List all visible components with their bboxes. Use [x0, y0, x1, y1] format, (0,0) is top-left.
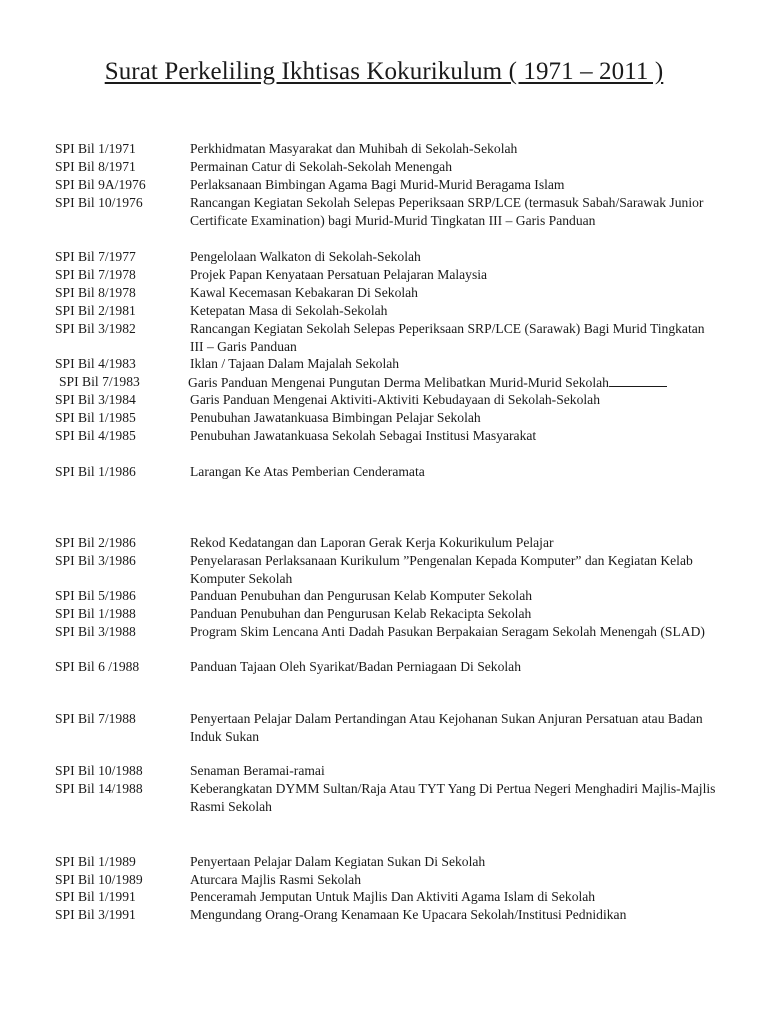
circular-code: SPI Bil 1/1991	[55, 889, 136, 904]
circular-title: Perlaksanaan Bimbingan Agama Bagi Murid-Murid Beragama Islam	[190, 177, 565, 192]
circular-title: Keberangkatan DYMM Sultan/Raja Atau TYT Yang Di Pertua Negeri Menghadiri Majlis-Majlis Rasmi Sekolah	[190, 781, 716, 814]
circular-title: Rancangan Kegiatan Sekolah Selepas Peperiksaan SRP/LCE (termasuk Sabah/Sarawak Junior Certificate Examination) bagi Murid-Murid Tingkatan III – Garis Panduan	[190, 195, 704, 228]
circular-code: SPI Bil 1/1988	[55, 606, 136, 621]
circular-title: Kawal Kecemasan Kebakaran Di Sekolah	[190, 285, 418, 300]
blank-line	[609, 373, 667, 387]
circular-title: Rekod Kedatangan dan Laporan Gerak Kerja Kokurikulum Pelajar	[190, 535, 554, 550]
circular-title: Panduan Penubuhan dan Pengurusan Kelab Rekacipta Sekolah	[190, 606, 532, 621]
circular-code: SPI Bil 14/1988	[55, 781, 143, 796]
circular-code: SPI Bil 8/1971	[55, 159, 136, 174]
circular-code: SPI Bil 8/1978	[55, 285, 136, 300]
circular-code: SPI Bil 5/1986	[55, 588, 136, 603]
circular-title: Penyertaan Pelajar Dalam Kegiatan Sukan Di Sekolah	[190, 854, 486, 869]
circular-code: SPI Bil 3/1984	[55, 392, 136, 407]
circular-code: SPI Bil 7/1977	[55, 249, 136, 264]
circular-title: Iklan / Tajaan Dalam Majalah Sekolah	[190, 356, 400, 371]
circular-title: Program Skim Lencana Anti Dadah Pasukan Berpakaian Seragam Sekolah Menengah (SLAD)	[190, 624, 705, 639]
circular-title: Garis Panduan Mengenai Aktiviti-Aktiviti Kebudayaan di Sekolah-Sekolah	[190, 392, 600, 407]
circular-code: SPI Bil 10/1976	[55, 195, 143, 210]
circular-title: Rancangan Kegiatan Sekolah Selepas Peperiksaan SRP/LCE (Sarawak) Bagi Murid Tingkatan III – Garis Panduan	[190, 321, 705, 354]
circular-code: SPI Bil 10/1988	[55, 763, 143, 778]
circular-title: Penyertaan Pelajar Dalam Pertandingan Atau Kejohanan Sukan Anjuran Persatuan atau Badan Induk Sukan	[190, 711, 703, 744]
circular-title: Projek Papan Kenyataan Persatuan Pelajaran Malaysia	[190, 267, 488, 282]
circular-title: Penyelarasan Perlaksanaan Kurikulum ”Pengenalan Kepada Komputer” dan Kegiatan Kelab Komputer Sekolah	[190, 553, 693, 586]
circular-title: Permainan Catur di Sekolah-Sekolah Menengah	[190, 159, 452, 174]
circular-code: SPI Bil 7/1988	[55, 711, 136, 726]
circular-title: Penubuhan Jawatankuasa Bimbingan Pelajar Sekolah	[190, 410, 481, 425]
circular-title: Pengelolaan Walkaton di Sekolah-Sekolah	[190, 249, 421, 264]
circular-title: Mengundang Orang-Orang Kenamaan Ke Upacara Sekolah/Institusi Pednidikan	[190, 907, 627, 922]
circular-code: SPI Bil 1/1971	[55, 141, 136, 156]
circular-title: Penceramah Jemputan Untuk Majlis Dan Aktiviti Agama Islam di Sekolah	[190, 889, 596, 904]
circular-title: Panduan Penubuhan dan Pengurusan Kelab Komputer Sekolah	[190, 588, 533, 603]
circular-code: SPI Bil 6 /1988	[55, 659, 140, 674]
circular-code: SPI Bil 3/1986	[55, 553, 136, 568]
circular-code: SPI Bil 1/1985	[55, 410, 136, 425]
circular-code: SPI Bil 3/1988	[55, 624, 136, 639]
circular-code: SPI Bil 4/1983	[55, 356, 136, 371]
circular-code: SPI Bil 4/1985	[55, 428, 136, 443]
circular-code: SPI Bil 1/1989	[55, 854, 136, 869]
circular-title: Panduan Tajaan Oleh Syarikat/Badan Perniagaan Di Sekolah	[190, 659, 521, 674]
circular-title: Garis Panduan Mengenai Pungutan Derma Melibatkan Murid-Murid Sekolah	[188, 373, 718, 392]
circular-title: Larangan Ke Atas Pemberian Cenderamata	[190, 464, 425, 479]
circular-code: SPI Bil 1/1986	[55, 464, 136, 479]
circular-code: SPI Bil 7/1978	[55, 267, 136, 282]
circular-title: Penubuhan Jawatankuasa Sekolah Sebagai Institusi Masyarakat	[190, 428, 537, 443]
circular-code: SPI Bil 2/1981	[55, 303, 136, 318]
circular-title: Perkhidmatan Masyarakat dan Muhibah di Sekolah-Sekolah	[190, 141, 518, 156]
circular-code: SPI Bil 7/1983	[59, 374, 140, 389]
circular-title: Ketepatan Masa di Sekolah-Sekolah	[190, 303, 388, 318]
circular-code: SPI Bil 10/1989	[55, 872, 143, 887]
circular-code: SPI Bil 3/1991	[55, 907, 136, 922]
circular-title: Senaman Beramai-ramai	[190, 763, 325, 778]
circular-code: SPI Bil 3/1982	[55, 321, 136, 336]
circular-code: SPI Bil 2/1986	[55, 535, 136, 550]
circular-code: SPI Bil 9A/1976	[55, 177, 146, 192]
page-title: Surat Perkeliling Ikhtisas Kokurikulum ( 1971 – 2011 )	[104, 58, 664, 85]
circular-title: Aturcara Majlis Rasmi Sekolah	[190, 872, 362, 887]
